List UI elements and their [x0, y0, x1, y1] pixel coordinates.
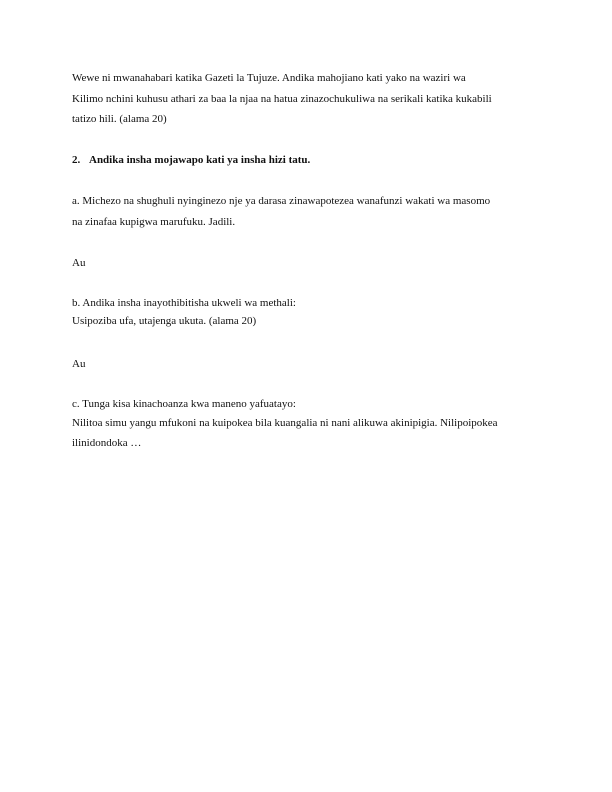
or-separator-2: Au — [72, 357, 86, 370]
option-c-line-2: Nilitoa simu yangu mfukoni na kuipokea bila kuangalia ni nani alikuwa akinipigia. Nilipoipokea — [72, 416, 498, 429]
question-number: 2. — [72, 154, 81, 166]
spacer — [72, 273, 542, 294]
option-c — [72, 395, 542, 454]
spacer — [72, 171, 542, 192]
option-c-line-1: c. Tunga kisa kinachoanza kwa maneno yafuatayo: — [72, 397, 296, 410]
option-b-line-1: b. Andika insha inayothibitisha ukweli wa methali: — [72, 296, 296, 309]
option-b-line-2: Usipoziba ufa, utajenga ukuta. (alama 20) — [72, 314, 257, 327]
option-a-line-1: a. Michezo na shughuli nyinginezo nje ya darasa zinawapotezea wanafunzi wakati wa masomo — [72, 195, 491, 207]
option-b — [72, 294, 542, 330]
option-a — [72, 191, 542, 232]
question-heading-text: Andika insha mojawapo kati ya insha hizi tatu. — [89, 154, 311, 166]
option-c-line-3: ilinidondoka … — [72, 437, 142, 449]
spacer — [72, 232, 542, 253]
intro-line-2: Kilimo nchini kuhusu athari za baa la njaa na hatua zinazochukuliwa na serikali katika kukabili — [72, 92, 492, 105]
option-a-line-2: na zinafaa kupigwa marufuku. Jadili. — [72, 215, 236, 228]
document-page — [72, 68, 542, 454]
intro-paragraph — [72, 68, 542, 130]
spacer — [72, 130, 542, 151]
question-2-heading — [72, 150, 542, 171]
spacer — [72, 330, 542, 354]
intro-line-3: tatizo hili. (alama 20) — [72, 113, 167, 125]
intro-line-1: Wewe ni mwanahabari katika Gazeti la Tujuze. Andika mahojiano kati yako na waziri wa — [72, 72, 466, 84]
or-separator-1: Au — [72, 256, 86, 269]
spacer — [72, 374, 542, 395]
